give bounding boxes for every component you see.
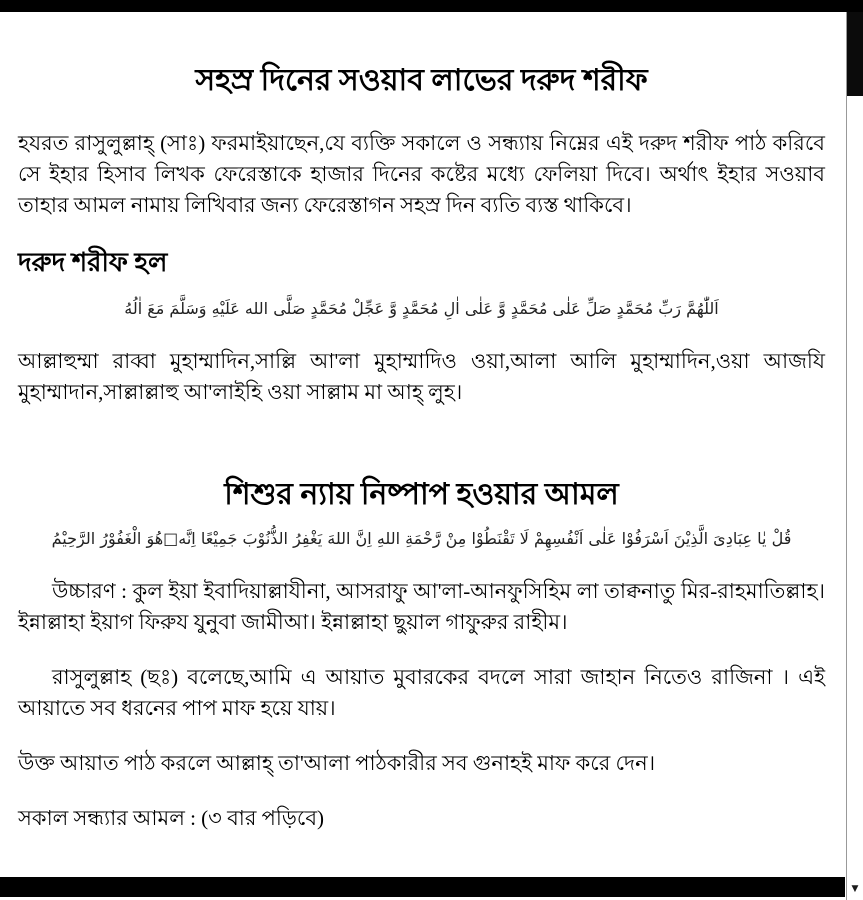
section1-intro-paragraph: হযরত রাসুলুল্লাহ্ (সাঃ) ফরমাইয়াছেন,যে ব্যক্তি সকালে ও সন্ধ্যায় নিম্নের এই দরুদ শরীফ পাঠ করিবে সে ইহার হিসাব লিখক ফেরেস্তাকে হাজার দিনের কষ্টের মধ্যে ফেলিয়া দিবে। অর্থাৎ ইহার সওয়াব তাহার আমল নামায় লিখিবার জন্য ফেরেস্তাগন সহস্র দিন ব্যতি ব্যস্ত থাকিবে। [18,131,825,218]
scroll-down-button[interactable] [847,878,863,900]
chevron-down-icon: ▼ [851,884,859,894]
section2-instruction: সকাল সন্ধ্যার আমল : (৩ বার পড়িবে) [18,806,325,831]
section2-title: শিশুর ন্যায় নিষ্পাপ হওয়ার আমল [224,478,619,512]
section1-transliteration: আল্লাহুম্মা রাব্বা মুহাম্মাদিন,সাল্লি আ'লা মুহাম্মাদিও ওয়া,আলা আলি মুহাম্মাদিন,ওয়া আজযি মুহাম্মাদান,সাল্লাল্লাহু আ'লাইহি ওয়া সাল্লাম মা আহ্ লুহ। [18,348,825,404]
top-black-bar [0,0,863,12]
section2-pronunciation: উচ্চারণ : কুল ইয়া ইবাদিয়াল্লাযীনা, আসরাফু আ'লা-আনফুসিহিম লা তাক্বনাতু মির-রাহমাতিল্লাহ। ইন্নাল্লাহা ইয়াগ ফিরুয যুনুবা জামীআ। ইন্নাল্লাহা ছুয়াল গাফুরুর রাহীম। [18,578,825,634]
section1-arabic-text: اَللّٰهُمَّ رَبِّ مُحَمَّدٍ صَلِّ عَلٰى مُحَمَّدٍ وَّ عَلٰى اٰلِ مُحَمَّدٍ وَّ عَجِّلْ مُحَمَّدٍ صَلَّى الله عَلَيْهِ وَسَلَّمَ مَعَ اٰلُهُ [124,299,719,319]
section1-subheading: দরুদ শরীফ হল [18,248,168,278]
document-content [0,12,845,858]
scrollbar-thumb[interactable] [847,12,863,96]
section2-benefit-paragraph: উক্ত আয়াত পাঠ করলে আল্লাহ্ তা'আলা পাঠকারীর সব গুনাহই মাফ করে দেন। [18,750,656,775]
bottom-black-bar [0,877,845,897]
section2-arabic-text: قُلْ يٰا عِبَادِىَ الَّذِيْنَ اَسْرَفُوْا عَلٰى اَنْفُسِهِمْ لَا تَقْنَطُوْا مِنْ رَّحْمَةِ اللهِ اِنَّ اللهَ يَغْفِرُ الذُّنُوْبَ جَمِيْعًا اِنَّه□هُوَ الْغَفُوْرُ الرَّحِيْمُ [51,529,792,549]
scrollbar[interactable] [846,12,863,900]
section1-title: সহস্র দিনের সওয়াব লাভের দরুদ শরীফ [195,64,648,97]
section2-hadith-paragraph: রাসুলুল্লাহ (ছঃ) বলেছে,আমি এ আয়াত মুবারকের বদলে সারা জাহান নিতেও রাজিনা । এই আয়াতে সব ধরনের পাপ মাফ হয়ে যায়। [18,664,825,720]
